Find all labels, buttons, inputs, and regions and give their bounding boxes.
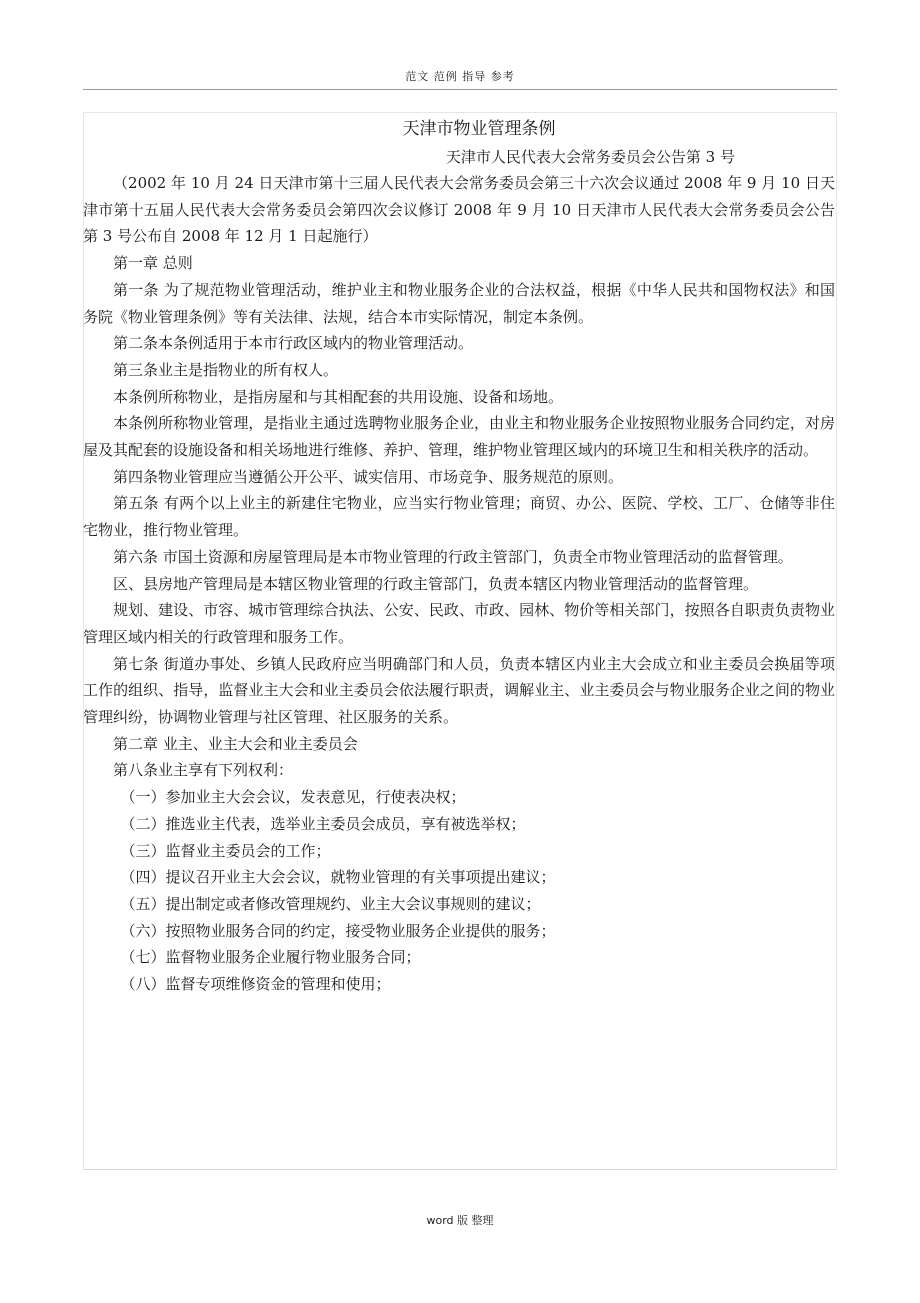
chapter-heading: 第二章 业主、业主大会和业主委员会 <box>113 734 358 753</box>
paragraph: 本条例所称物业管理，是指业主通过选聘物业服务企业，由业主和物业服务企业按照物业服务合同约定，对房屋及其配套的设施设备和相关场地进行维修、养护、管理，维护物业管理区域内的环境卫生和相关秩序的活动。 <box>83 414 835 460</box>
page-footer: word 版 整理 <box>426 1214 494 1227</box>
document-title: 天津市物业管理条例 <box>402 119 556 139</box>
list-item: （一）参加业主大会会议，发表意见，行使表决权； <box>120 788 466 807</box>
content-frame-bottom <box>83 1169 837 1170</box>
page-header: 范文 范例 指导 参考 <box>405 70 515 83</box>
list-item: （五）提出制定或者修改管理规约、业主大会议事规则的建议； <box>120 894 541 913</box>
paragraph-adoption-note: （2002 年 10 月 24 日天津市第十三届人民代表大会常务委员会第三十六次会议通过 2008 年 9 月 10 日天津市第十五届人民代表大会常务委员会第四次会议修订 2008 年 9 月 10 日天津市人民代表大会常务委员会公告第 3 号公布自 2008 年 12 月 1 日起施行） <box>83 174 835 246</box>
paragraph: 第三条业主是指物业的所有权人。 <box>113 360 339 379</box>
list-item: （七）监督物业服务企业履行物业服务合同； <box>120 948 421 967</box>
paragraph: 第四条物业管理应当遵循公开公平、诚实信用、市场竞争、服务规范的原则。 <box>113 467 624 486</box>
chapter-heading: 第一章 总则 <box>113 254 193 273</box>
paragraph: 第六条 市国土资源和房屋管理局是本市物业管理的行政主管部门，负责全市物业管理活动的监督管理。 <box>113 547 793 566</box>
list-item: （三）监督业主委员会的工作； <box>120 841 331 860</box>
list-item: （四）提议召开业主大会会议，就物业管理的有关事项提出建议； <box>120 868 556 887</box>
paragraph: 第八条业主享有下列权利： <box>113 761 294 780</box>
paragraph: 第一条 为了规范物业管理活动，维护业主和物业服务企业的合法权益，根据《中华人民共和国物权法》和国务院《物业管理条例》等有关法律、法规，结合本市实际情况，制定本条例。 <box>83 280 835 326</box>
paragraph: 第七条 街道办事处、乡镇人民政府应当明确部门和人员，负责本辖区内业主大会成立和业主委员会换届等项工作的组织、指导，监督业主大会和业主委员会依法履行职责，调解业主、业主委员会与物业服务企业之间的物业管理纠纷，协调物业管理与社区管理、社区服务的关系。 <box>83 654 835 727</box>
list-item: （二）推选业主代表，选举业主委员会成员，享有被选举权； <box>120 814 526 833</box>
document-body <box>83 114 835 998</box>
content-frame-top <box>83 112 837 113</box>
list-item: （六）按照物业服务合同的约定，接受物业服务企业提供的服务； <box>120 921 556 940</box>
list-item: （八）监督专项维修资金的管理和使用； <box>120 975 391 994</box>
document-subtitle: 天津市人民代表大会常务委员会公告第 3 号 <box>445 148 735 166</box>
paragraph: 第二条本条例适用于本市行政区域内的物业管理活动。 <box>113 334 474 353</box>
paragraph: 区、县房地产管理局是本辖区物业管理的行政主管部门，负责本辖区内物业管理活动的监督管理。 <box>113 574 759 593</box>
paragraph: 本条例所称物业，是指房屋和与其相配套的共用设施、设备和场地。 <box>113 387 564 406</box>
paragraph: 规划、建设、市容、城市管理综合执法、公安、民政、市政、园林、物价等相关部门，按照各自职责负责物业管理区域内相关的行政管理和服务工作。 <box>83 601 835 646</box>
content-frame-right <box>836 112 837 1170</box>
paragraph: 第五条 有两个以上业主的新建住宅物业，应当实行物业管理；商贸、办公、医院、学校、工厂、仓储等非住宅物业，推行物业管理。 <box>83 494 835 540</box>
header-divider <box>83 89 837 90</box>
